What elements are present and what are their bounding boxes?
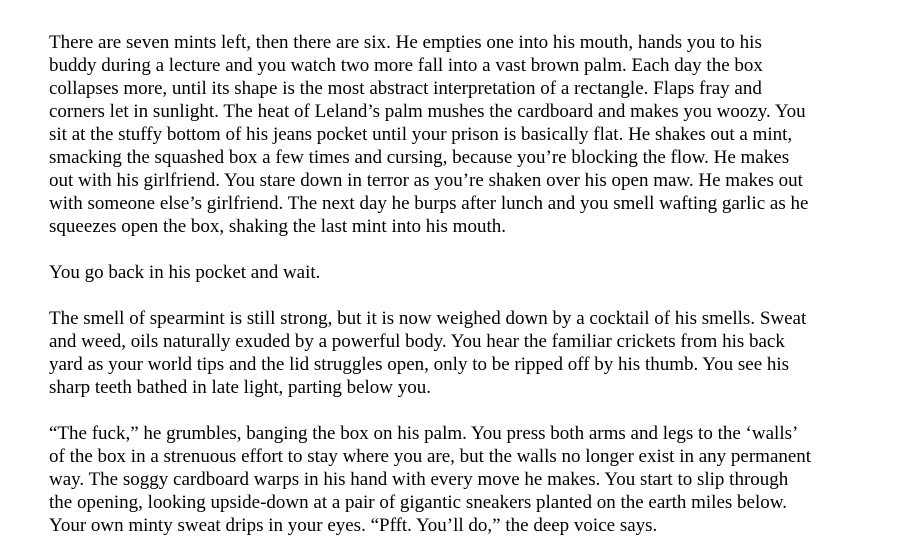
paragraph-1: There are seven mints left, then there are six. He empties one into his mouth, hands you to his buddy during a lecture and you watch two more fall into a vast brown palm. Each day the box collapses more, until its shape is the most abstract interpretation of a rectangle. Flaps fray and corners let in sunlight. The heat of Leland’s palm mushes the cardboard and makes you woozy. You sit at the stuffy bottom of his jeans pocket until your prison is basically flat. He shakes out a mint, smacking the squashed box a few times and cursing, because you’re blocking the flow. He makes out with his girlfriend. You stare down in terror as you’re shaken over his open maw. He makes out with someone else’s girlfriend. The next day he burps after lunch and you smell wafting garlic as he squeezes open the box, shaking the last mint into his mouth. [49,32,809,237]
paragraph-2: You go back in his pocket and wait. [49,262,321,283]
paragraph-4: “The fuck,” he grumbles, banging the box on his palm. You press both arms and legs to the ‘walls’ of the box in a strenuous effort to stay where you are, but the walls no longer exist in any permanent way. The soggy cardboard warps in his hand with every move he makes. You start to slip through the opening, looking upside-down at a pair of gigantic sneakers planted on the earth miles below. Your own minty sweat drips in your eyes. “Pfft. You’ll do,” the deep voice says. [49,423,812,536]
paragraph-3: The smell of spearmint is still strong, but it is now weighed down by a cocktail of his smells. Sweat and weed, oils naturally exuded by a powerful body. You hear the familiar crickets from his back yard as your world tips and the lid struggles open, only to be ripped off by his thumb. You see his sharp teeth bathed in late light, parting below you. [49,308,807,398]
